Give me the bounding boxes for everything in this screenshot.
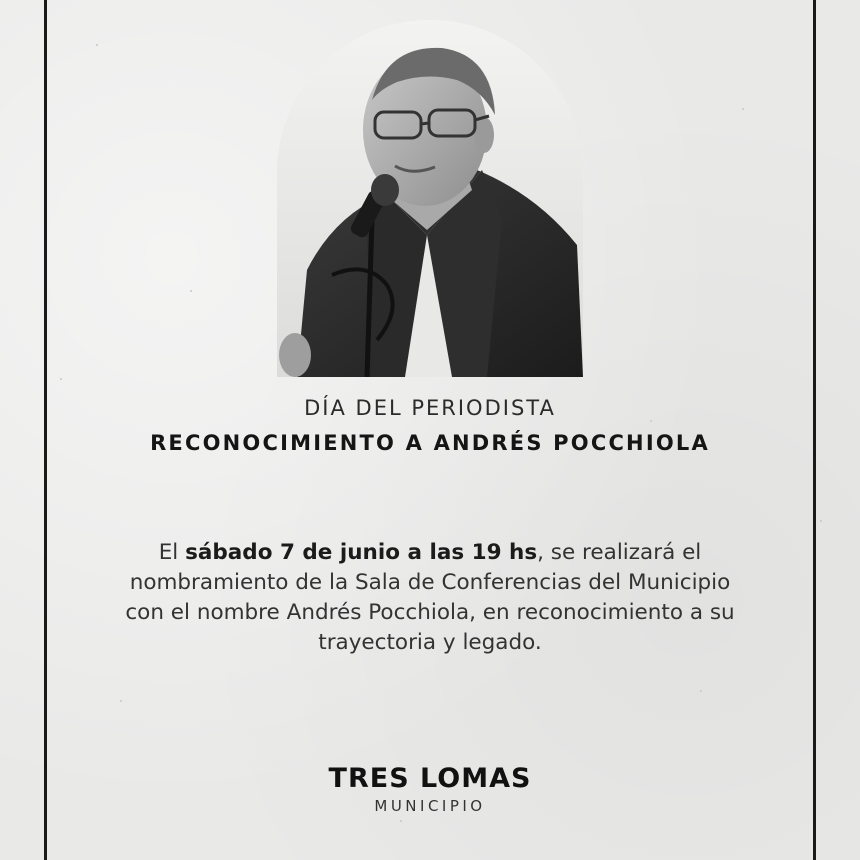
logo-subtitle: MUNICIPIO <box>374 797 486 815</box>
event-kicker: DÍA DEL PERIODISTA <box>304 396 556 420</box>
announcement-rest: , se realizará el nombramiento de la Sala de Conferencias del Municipio con el nombre Andrés Pocchiola, en reconocimiento a su trayectoria y legado. <box>125 540 735 655</box>
frame-right-line <box>813 0 816 860</box>
portrait-illustration <box>277 20 583 377</box>
announcement-text <box>110 538 750 658</box>
municipality-logo <box>0 762 860 816</box>
announcement-intro: El <box>158 540 186 565</box>
frame-left-line <box>44 0 47 860</box>
event-headline: RECONOCIMIENTO A ANDRÉS POCCHIOLA <box>150 431 710 455</box>
logo-name: TRES LOMAS <box>328 763 532 794</box>
portrait-photo <box>277 20 583 377</box>
announcement-date: sábado 7 de junio a las 19 hs <box>185 540 538 565</box>
